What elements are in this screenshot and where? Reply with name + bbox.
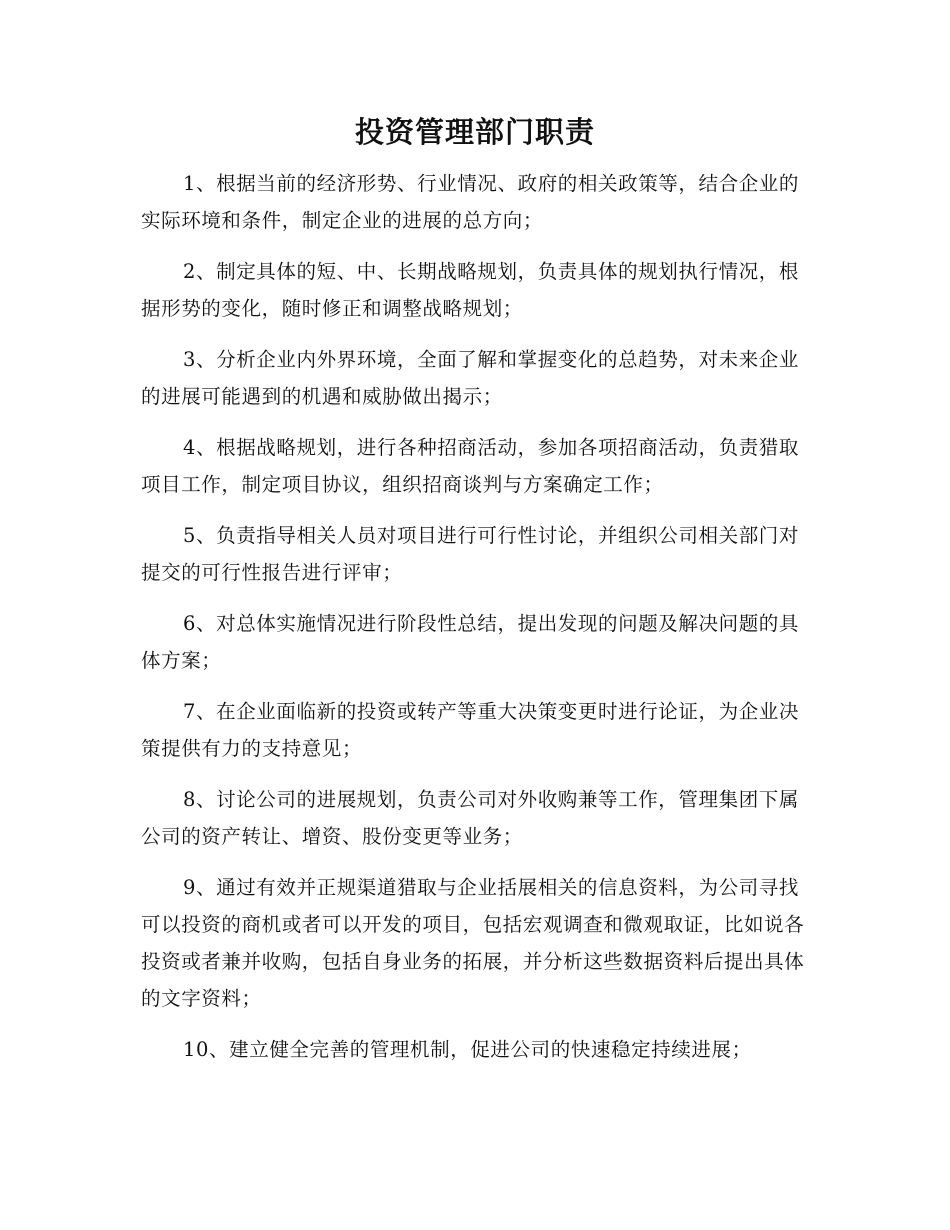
paragraph-8: 8、讨论公司的进展规划，负责公司对外收购兼等工作，管理集团下属公司的资产转让、增资、股份变更等业务； [141, 788, 800, 848]
paragraph-4: 4、根据战略规划，进行各种招商活动，参加各项招商活动，负责猎取项目工作，制定项目协议，组织招商谈判与方案确定工作； [141, 436, 800, 496]
paragraph-9: 9、通过有效并正规渠道猎取与企业括展相关的信息资料，为公司寻找可以投资的商机或者可以开发的项目，包括宏观调查和微观取证，比如说各投资或者兼并收购，包括自身业务的拓展，并分析这些数据资料后提出具体的文字资料； [141, 876, 805, 1010]
paragraph-2: 2、制定具体的短、中、长期战略规划，负责具体的规划执行情况，根据形势的变化，随时修正和调整战略规划； [141, 260, 800, 320]
paragraph-7: 7、在企业面临新的投资或转产等重大决策变更时进行论证，为企业决策提供有力的支持意见； [141, 700, 800, 760]
paragraph-10: 10、建立健全完善的管理机制，促进公司的快速稳定持续进展； [183, 1038, 752, 1061]
document-body [141, 165, 809, 1082]
paragraph-6: 6、对总体实施情况进行阶段性总结，提出发现的问题及解决问题的具体方案； [141, 612, 800, 672]
paragraph-3: 3、分析企业内外界环境，全面了解和掌握变化的总趋势，对未来企业的进展可能遇到的机遇和威胁做出揭示； [141, 348, 800, 408]
paragraph-5: 5、负责指导相关人员对项目进行可行性讨论，并组织公司相关部门对提交的可行性报告进行评审； [141, 524, 800, 584]
paragraph-1: 1、根据当前的经济形势、行业情况、政府的相关政策等，结合企业的实际环境和条件，制定企业的进展的总方向； [141, 172, 800, 232]
document-title: 投资管理部门职责 [354, 115, 595, 149]
